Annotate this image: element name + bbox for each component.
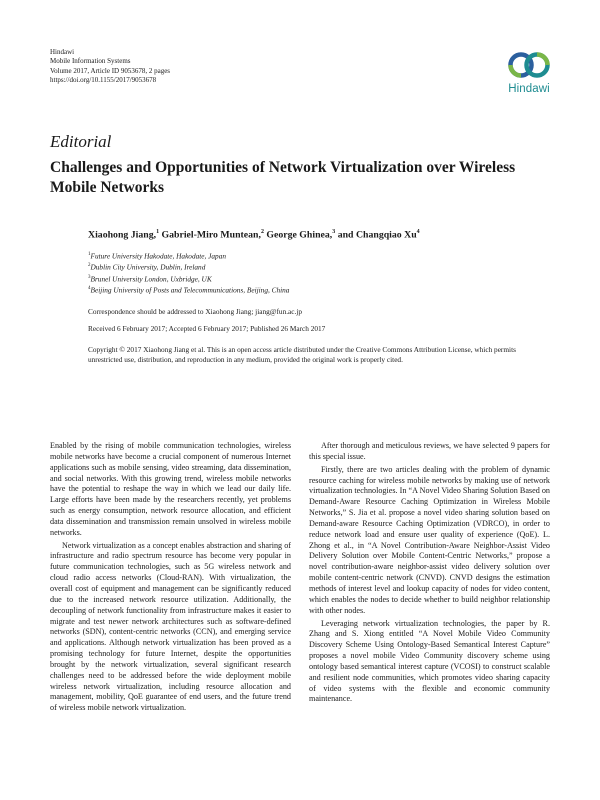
logo-wordmark: Hindawi	[508, 83, 550, 95]
article-title: Challenges and Opportunities of Network Virtualization over Wireless Mobile Networks	[50, 159, 516, 196]
journal-name: Mobile Information Systems	[50, 57, 131, 66]
body-paragraph: Network virtualization as a concept enables abstraction and sharing of infrastructure and radio spectrum resource has become very popular in future communication technologies, such as 5G wireless network and cloud radio access networks (Cloud-RAN). With virtualization, the overall cost of equipment and management can be significantly reduced due to the increased network resource utilization. Additionally, the decoupling of network functionality from infrastructure makes it easier to migrate and test newer network architectures such as software-defined networks (SDN), content-centric networks (CCN), and emerging service and applications. Although network virtualization has been proved as a promising technology for future Internet, despite the opportunities brought by the network virtualization, several significant research challenges need to be addressed before the wide deployment mobile wireless network virtualization, including resource allocation and management, mobility, QoE guarantee of end users, and the future trend of wireless mobile network virtualization.	[50, 540, 291, 713]
affiliation-item: $^2$Dublin City University, Dublin, Ireland	[88, 262, 206, 272]
correspondence-note: Correspondence should be addressed to Xiaohong Jiang; jiang@fun.ac.jp	[88, 307, 303, 316]
body-paragraph: Enabled by the rising of mobile communication technologies, wireless mobile networks have become a crucial component of numerous Internet applications such as mobile sensing, video streaming, data dissemination, and social networks. With this growing trend, wireless mobile networks have the potential to reshape the way in which we lead our daily life. Large efforts have been made by the researchers recently, yet problems such as energy consumption, network resource allocation, and efficient data dissemination and transmission remain unsolved in wireless mobile networks.	[50, 441, 291, 537]
body-column-left	[50, 441, 291, 716]
article-type: Editorial	[50, 132, 112, 151]
affiliation-item: $^1$Future University Hakodate, Hakodate, Japan	[88, 251, 226, 261]
affiliation-item: $^3$Brunel University London, Uxbridge, UK	[88, 274, 212, 284]
hindawi-logo	[504, 46, 554, 95]
body-paragraph: After thorough and meticulous reviews, we have selected 9 papers for this special issue.	[309, 441, 550, 461]
author-name[interactable]: George Ghinea,	[266, 229, 333, 241]
author-affiliation-mark: 3	[332, 229, 336, 235]
copyright-notice: Copyright © 2017 Xiaohong Jiang et al. This is an open access article distributed under the Creative Commons Attribution License, which permits unrestricted use, distribution, and reproduction in any medium, provided the original work is properly cited.	[88, 345, 516, 364]
publisher-name: Hindawi	[50, 48, 75, 56]
hindawi-rings-icon	[507, 46, 551, 84]
body-column-right	[309, 441, 550, 707]
body-paragraph: Leveraging network virtualization technologies, the paper by R. Zhang and S. Xiong entitled “A Novel Mobile Video Community Discovery Scheme Using Ontology-Based Semantical Interest Capture” proposes a novel mobile Video Community discovery scheme using ontology based semantical interest capture (VCOSI) to construct scalable and resilient node communities, which promotes video sharing capacity of video systems with the flexible and economic community maintenance.	[309, 618, 550, 704]
doi-link[interactable]: https://doi.org/10.1155/2017/9053678	[50, 76, 157, 85]
author-affiliation-mark: 4	[416, 229, 420, 235]
author-name[interactable]: Gabriel-Miro Muntean,	[161, 229, 261, 241]
author-affiliation-mark: 2	[260, 229, 264, 235]
affiliation-list	[88, 250, 289, 296]
author-name[interactable]: and Changqiao Xu	[337, 229, 417, 241]
author-name[interactable]: Xiaohong Jiang,	[88, 229, 157, 241]
author-affiliation-mark: 1	[156, 229, 160, 235]
author-list	[88, 229, 420, 240]
volume-line: Volume 2017, Article ID 9053678, 2 pages	[50, 66, 171, 75]
body-paragraph: Firstly, there are two articles dealing with the problem of dynamic resource caching for wireless mobile networks by making use of network virtualization technologies. In “A Novel Video Sharing Solution Based on Demand-Aware Resource Caching Optimization in Wireless Mobile Networks,” S. Jia et al. propose a novel video sharing solution based on Demand-aware Resource Caching Optimization (VDRCO), in order to reduce network load and ensure user quality of experience (QoE). L. Zhong et al., in “A Novel Contribution-Aware Neighbor-Assist Video Delivery Solution over Mobile Content-Centric Networks,” propose a novel contribution-aware neighbor-assist video delivery solution over mobile content-centric network (CNVD). CNVD designs the estimation methods of interest level and lookup capacity of nodes for video content, which enables the nodes to decide whether to build neighbor relationship with other nodes.	[309, 464, 550, 615]
journal-header	[50, 48, 170, 86]
publication-dates: Received 6 February 2017; Accepted 6 February 2017; Published 26 March 2017	[88, 324, 326, 333]
affiliation-item: $^4$Beijing University of Posts and Telecommunications, Beijing, China	[88, 285, 290, 295]
